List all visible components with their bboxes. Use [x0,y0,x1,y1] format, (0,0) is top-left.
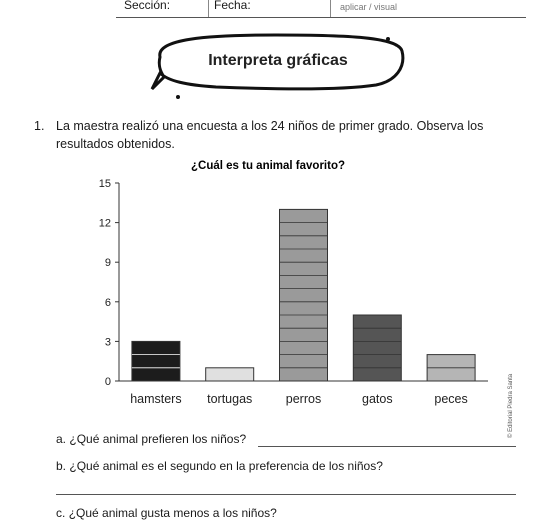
subquestion-letter: b. [56,459,67,473]
y-tick-label: 3 [104,336,111,349]
bar-perros [280,209,328,381]
answer-line-a[interactable] [258,446,516,447]
publisher-note: © Editorial Piedra Santa [508,373,514,438]
y-tick-label: 12 [98,217,111,230]
seccion-label: Sección: [124,0,171,12]
subquestion-text: ¿Qué animal gusta menos a los niños? [68,506,277,520]
y-tick-label: 0 [104,376,111,388]
subquestion-letter: c. [56,506,66,520]
bar-gatos [353,315,401,381]
y-tick-label: 9 [104,257,111,270]
y-tick-label: 6 [104,296,111,309]
page-title: Interpreta gráficas [208,52,348,69]
chart-bars [132,209,475,381]
answer-line-b[interactable] [56,494,516,495]
subquestion-b [56,459,383,473]
subquestion-a [56,432,246,446]
bar-hamsters [132,341,180,381]
skill-label: aplicar / visual [340,2,398,12]
x-tick-label: perros [285,392,322,406]
bar-tortugas [206,368,254,381]
question-text: La maestra realizó una encuesta a los 24 niños de primer grado. Observa los resultados obtenidos. [56,119,484,151]
subquestion-letter: a. [56,432,67,446]
fecha-label: Fecha: [214,0,251,12]
x-tick-label: hamsters [130,392,182,406]
subquestion-text: ¿Qué animal es el segundo en la preferencia de los niños? [69,459,383,473]
chart-title: ¿Cuál es tu animal favorito? [191,160,345,172]
x-tick-label: gatos [362,392,393,406]
question-number: 1. [34,119,45,133]
subquestion-text: ¿Qué animal prefieren los niños? [69,432,247,446]
x-tick-label: peces [434,392,468,406]
x-tick-label: tortugas [207,392,253,406]
y-tick-label: 15 [98,178,111,190]
